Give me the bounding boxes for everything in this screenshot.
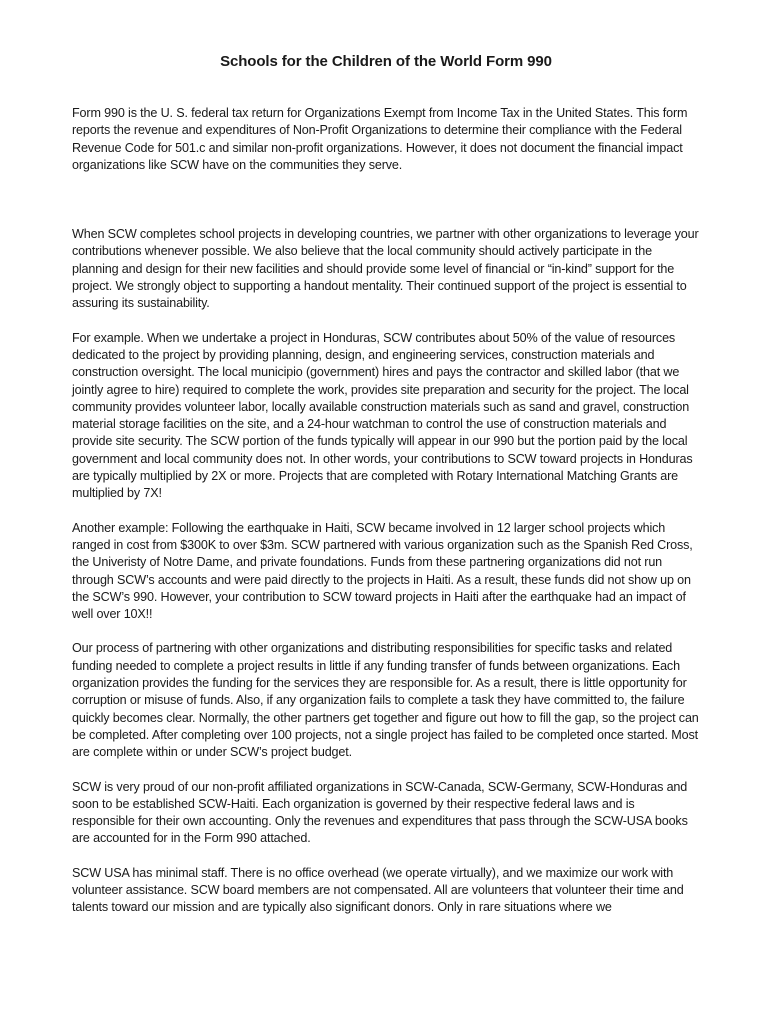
paragraph-staff: SCW USA has minimal staff. There is no office overhead (we operate virtually), and we maximize our work with volunteer assistance. SCW board members are not compensated. All are volunteers that volunteer their time and talents toward our mission and are typically also significant donors. Only in rare situations where we — [72, 865, 684, 915]
paragraph-affiliates: SCW is very proud of our non-profit affiliated organizations in SCW-Canada, SCW-Germany, SCW-Honduras and soon to be established SCW-Haiti. Each organization is governed by their respective federal laws and is responsible for their own accounting. Only the revenues and expenditures that pass through the SCW-USA books are accounted for in the Form 990 attached. — [72, 779, 688, 846]
paragraph-partnering: When SCW completes school projects in developing countries, we partner with other organizations to leverage your contributions whenever possible. We also believe that the local community should actively participate in the planning and design for their new facilities and should provide some level of financial or “in-kind” support for the project. We strongly object to supporting a handout mentality. Their continued support of the project is essential to assuring its sustainability. — [72, 227, 699, 311]
page-title: Schools for the Children of the World Form 990 — [220, 53, 552, 70]
paragraph-form-990-intro: Form 990 is the U. S. federal tax return for Organizations Exempt from Income Tax in the United States. This form reports the revenue and expenditures of Non-Profit Organizations to determine their compliance with the Federal Revenue Code for 501.c and similar non-profit organizations. However, it does not document the financial impact organizations like SCW have on the communities they serve. — [72, 106, 688, 172]
document-page — [72, 52, 700, 934]
paragraph-haiti-example: Another example: Following the earthquake in Haiti, SCW became involved in 12 larger school projects which ranged in cost from $300K to over $3m. SCW partnered with various organization such as the Spanish Red Cross, the Univeristy of Notre Dame, and private foundations. Funds from these partnering organizations did not run through SCW’s accounts and were paid directly to the projects in Haiti. As a result, these funds did not show up on the SCW’s 990. However, your contribution to SCW toward projects in Haiti after the earthquake had an impact of well over 10X!! — [72, 520, 693, 622]
paragraph-process: Our process of partnering with other organizations and distributing responsibilities for specific tasks and related funding needed to complete a project results in little if any funding transfer of funds between organizations. Each organization provides the funding for the services they are responsible for. As a result, there is little opportunity for corruption or misuse of funds. Also, if any organization fails to complete a task they have committed to, the failure quickly becomes clear. Normally, the other partners get together and figure out how to fill the gap, so the project can be completed. After completing over 100 projects, not a single project has failed to be completed once started. Most are complete within or under SCW’s project budget. — [72, 641, 699, 760]
paragraph-honduras-example: For example. When we undertake a project in Honduras, SCW contributes about 50% of the value of resources dedicated to the project by providing planning, design, and engineering services, construction materials and construction oversight. The local municipio (government) hires and pays the contractor and skilled labor (that we jointly agree to hire) required to complete the work, provides site preparation and security for the project. The local community provides volunteer labor, locally available construction materials such as sand and gravel, construction material storage facilities on the site, and a 24-hour watchman to control the use of construction materials and provide site security. The SCW portion of the funds typically will appear in our 990 but the portion paid by the local government and local community does not. In other words, your contributions to SCW toward projects in Honduras are typically multiplied by 2X or more. Projects that are completed with Rotary International Matching Grants are multiplied by 7X! — [72, 330, 693, 501]
